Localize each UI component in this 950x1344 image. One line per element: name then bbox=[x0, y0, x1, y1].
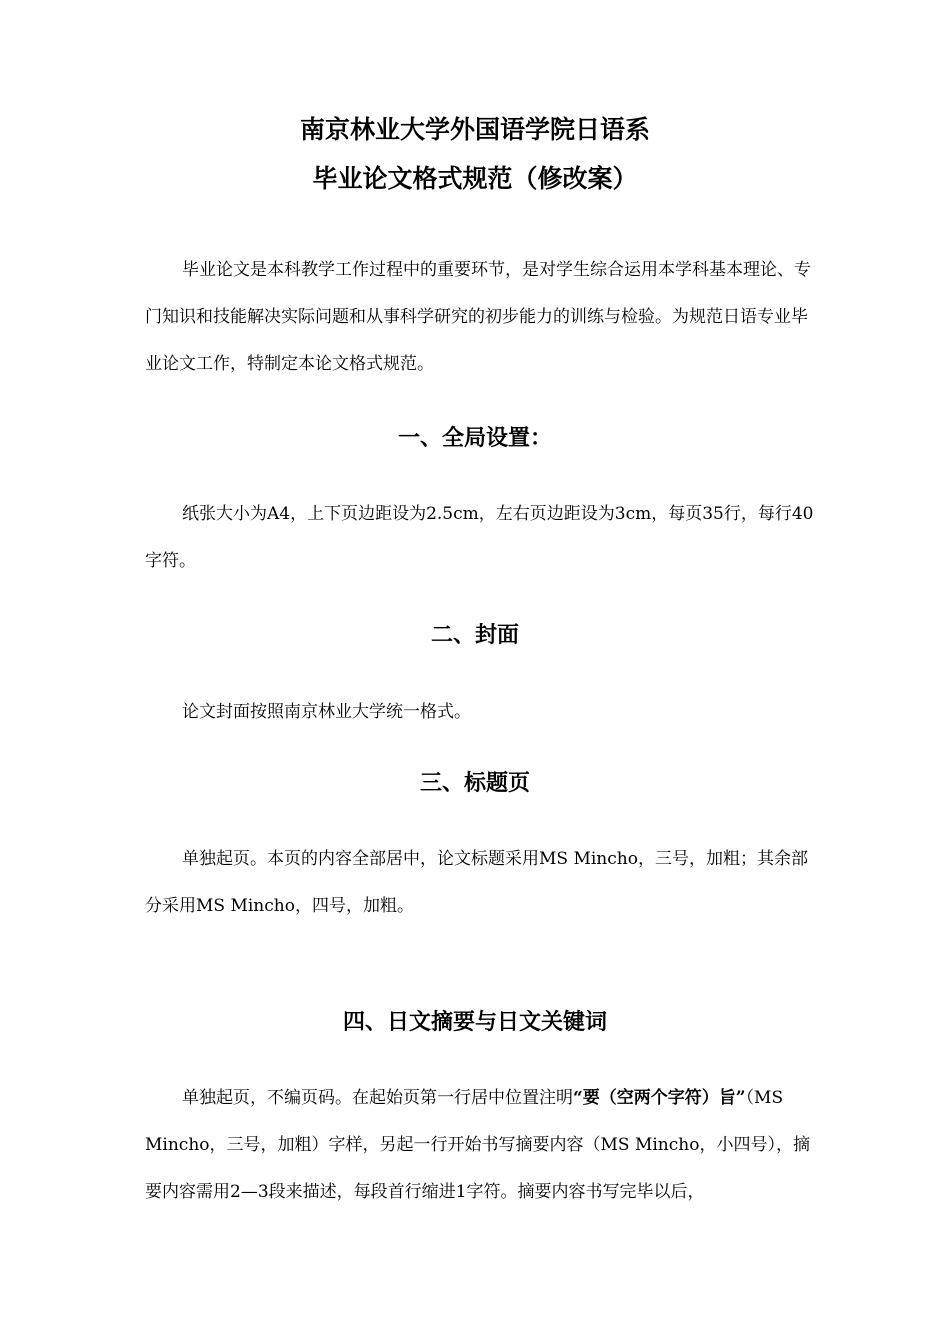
abstract-text-part1: 单独起页，不编页码。在起始页第一行居中位置注明 bbox=[182, 1088, 573, 1108]
document-title-line1: 南京林业大学外国语学院日语系 bbox=[299, 115, 650, 144]
section-heading-title-page: 三、标题页 bbox=[419, 771, 530, 796]
section-heading-cover: 二、封面 bbox=[430, 623, 519, 648]
intro-paragraph: 毕业论文是本科教学工作过程中的重要环节，是对学生综合运用本学科基本理论、专门知识和技能解决实际问题和从事科学研究的初步能力的训练与检验。为规范日语专业毕业论文工作，特制定本论文格式规范。 bbox=[145, 260, 811, 374]
document-title-line2: 毕业论文格式规范（修改案） bbox=[312, 164, 638, 193]
abstract-text-part2: （MS Mincho，三号，加粗）字样，另起一行开始书写摘要内容（MS Mincho，小四号），摘要内容需用2—3段来描述，每段首行缩进1字符。摘要内容书写完毕以后， bbox=[145, 1088, 810, 1202]
section-body-global-settings: 纸张大小为A4，上下页边距设为2.5cm，左右页边距设为3cm，每页35行，每行40字符。 bbox=[145, 504, 814, 571]
section-heading-global-settings: 一、全局设置： bbox=[397, 426, 552, 451]
abstract-bold-label: “要（空两个字符）旨” bbox=[573, 1088, 746, 1108]
section-heading-japanese-abstract: 四、日文摘要与日文关键词 bbox=[342, 1010, 607, 1035]
section-body-japanese-abstract bbox=[145, 1075, 815, 1216]
section-body-cover: 论文封面按照南京林业大学统一格式。 bbox=[182, 702, 471, 722]
section-body-title-page: 单独起页。本页的内容全部居中，论文标题采用MS Mincho，三号，加粗；其余部分采用MS Mincho，四号，加粗。 bbox=[145, 849, 808, 916]
